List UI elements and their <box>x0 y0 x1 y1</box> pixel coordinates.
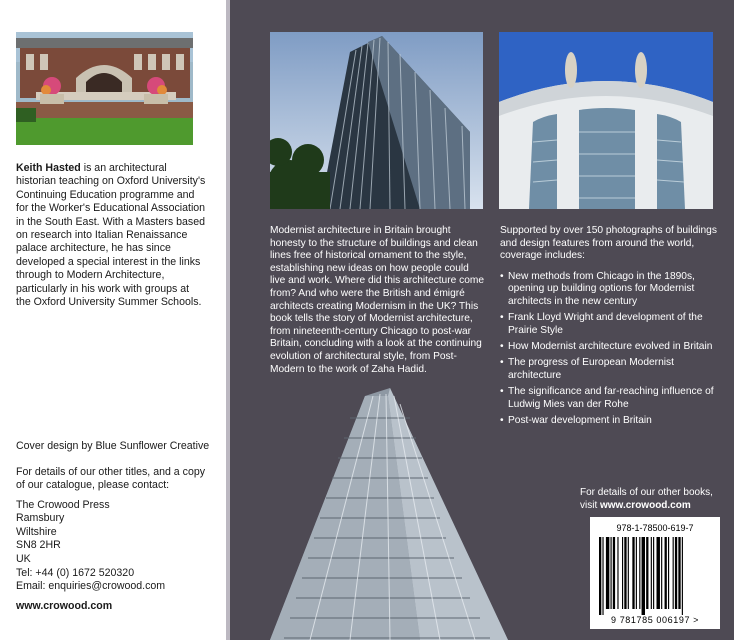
barcode-bar <box>636 537 637 609</box>
coverage-item: • Post-war development in Britain <box>500 415 722 427</box>
address-line: SN8 2HR <box>16 539 61 552</box>
highrise-photo <box>270 388 510 640</box>
barcode-bar <box>624 537 626 609</box>
isbn-barcode <box>590 517 720 629</box>
barcode-bar <box>665 537 667 609</box>
publisher-contact <box>16 567 165 594</box>
barcode-bar <box>653 537 654 609</box>
barcode-bar <box>651 537 652 609</box>
barcode-bar <box>646 537 648 609</box>
catalogue-request-text: For details of our other titles, and a copy of our catalogue, please contact: <box>16 466 206 492</box>
cover-design-credit: Cover design by Blue Sunflower Creative <box>16 440 210 452</box>
author-name: Keith Hasted <box>16 162 81 174</box>
back-cover <box>230 0 734 640</box>
barcode-bar <box>611 537 612 609</box>
address-line: UK <box>16 552 31 565</box>
barcode-bar <box>606 537 609 609</box>
barcode-bar <box>675 537 677 609</box>
left-flap <box>0 0 226 640</box>
coverage-item: • How Modernist architecture evolved in Britain <box>500 341 722 353</box>
coverage-item: • New methods from Chicago in the 1890s, opening up building options for Modernist architects in the new century <box>500 271 722 308</box>
barcode-bar <box>657 537 660 609</box>
address-line: Wiltshire <box>16 525 57 538</box>
curved-facade-photo <box>499 32 713 209</box>
barcode-bar <box>639 537 640 609</box>
barcode-bar <box>602 537 603 615</box>
coverage-list <box>500 271 722 431</box>
barcode-bar <box>613 537 615 609</box>
barcode-bar <box>632 537 634 609</box>
barcode-bar <box>617 537 618 609</box>
other-books-link[interactable]: www.crowood.com <box>600 499 691 511</box>
coverage-item: • The significance and far-reaching influence of Ludwig Mies van der Rohe <box>500 386 722 411</box>
barcode-bar <box>622 537 623 609</box>
barcode-bar <box>668 537 669 609</box>
email: Email: enquiries@crowood.com <box>16 580 166 593</box>
coverage-intro: Supported by over 150 photographs of buildings and design features from around the world, coverage includes: <box>500 225 717 262</box>
barcode-bar <box>678 537 680 609</box>
other-books-text <box>580 487 730 512</box>
barcode-bar <box>599 537 601 615</box>
coverage-item: • Frank Lloyd Wright and development of the Prairie Style <box>500 312 722 337</box>
isbn-number: 978-1-78500-619-7 <box>616 523 694 533</box>
barcode-bar <box>642 537 645 615</box>
author-bio-text: is an architectural historian teaching on Oxford University's Continuing Education programme and for the Worker's Educational Association in the South East. With a Masters based on research into Italian Renaissance palace architecture, he has since developed a special interest in the links through to Modern Architecture, particularly in his work with groups at the Oxford University Summer Schools. <box>16 162 206 309</box>
publisher-address <box>16 499 110 566</box>
other-books-label: For details of our other books, visit <box>580 487 713 511</box>
barcode-bar <box>628 537 629 609</box>
publisher-website[interactable]: www.crowood.com <box>16 600 113 612</box>
glass-tower-photo <box>270 32 483 209</box>
ean-digits: 9 781785 006197 > <box>610 615 700 625</box>
barcode-bar <box>661 537 662 609</box>
author-bio <box>16 162 206 309</box>
barcode-bar <box>673 537 674 609</box>
coverage-item: • The progress of European Modernist architecture <box>500 357 722 382</box>
telephone: Tel: +44 (0) 1672 520320 <box>16 567 135 579</box>
barcode-bars <box>599 537 711 615</box>
barcode-bar <box>682 537 683 615</box>
address-line: The Crowood Press <box>16 499 110 511</box>
address-line: Ramsbury <box>16 512 65 525</box>
prairie-house-photo <box>16 32 193 145</box>
book-blurb: Modernist architecture in Britain brought honesty to the structure of buildings and clean lines free of historical ornament to the style, establishing new ideas on how people could live and work. Where did this architecture come from? And who were the British and émigré architects creating Modernism in the UK? This book tells the story of Modernist architecture, from nineteenth-century Chicago to post-war Britain, concluding with a look at the continuing evolution of architectural style, from Post-Modern to the work of Zaha Hadid. <box>270 225 485 375</box>
